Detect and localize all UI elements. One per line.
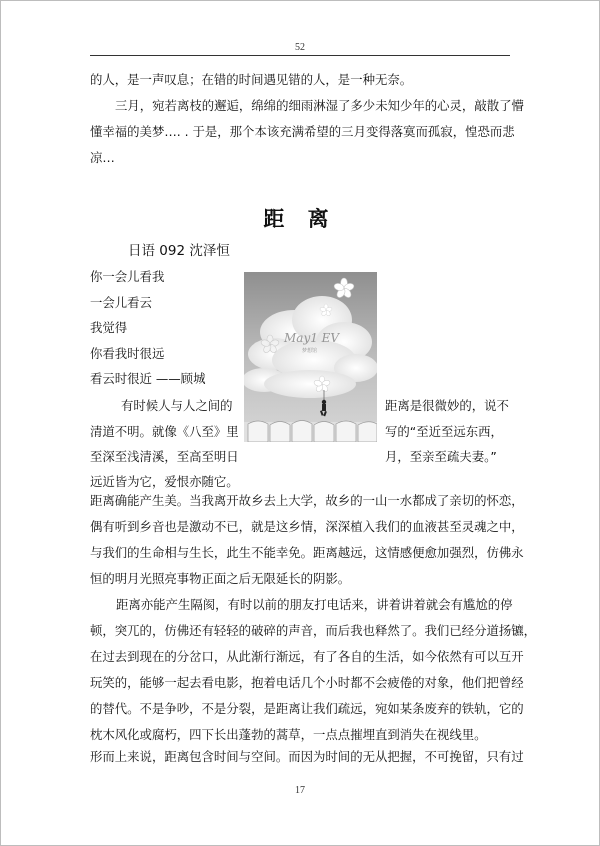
paragraph-barrier bbox=[90, 592, 536, 748]
paragraph-time bbox=[90, 744, 524, 770]
text-line: 玩笑的，能够一起去看电影，抱着电话几个小时都不会疲倦的对象，他们把曾经 bbox=[90, 675, 524, 690]
poem-line: 你看我时很远 bbox=[90, 345, 165, 361]
figure-watermark-small: 梦想馆 bbox=[302, 348, 318, 354]
intro-paragraph bbox=[90, 67, 524, 171]
wrap-left-line: 有时候人与人之间的 bbox=[121, 398, 233, 413]
wrap-right-line: 距离是很微妙的，说不 bbox=[385, 398, 509, 413]
text-line: 枕木风化或腐朽，四下长出蓬勃的蒿草，一点点摧埋直到消失在视线里。 bbox=[90, 727, 487, 742]
text-line: 顿，突兀的，仿佛还有轻轻的破碎的声音，而后我也释然了。我们已经分道扬镳， bbox=[90, 623, 537, 638]
intro-line: 三月，宛若离枝的邂逅，绵绵的细雨淋湿了多少未知少年的心灵，敲散了懵 bbox=[115, 98, 524, 113]
text-line: 距离亦能产生隔阂，有时以前的朋友打电话来，讲着讲着就会有尴尬的停 bbox=[116, 597, 513, 612]
text-line: 距离确能产生美。当我离开故乡去上大学，故乡的一山一水都成了亲切的怀恋， bbox=[90, 493, 524, 508]
poem-line: 我觉得 bbox=[90, 320, 128, 335]
wrap-left-line: 至深至浅清溪，至高至明日 bbox=[90, 449, 239, 464]
header-rule bbox=[90, 55, 510, 56]
text-line: 与我们的生命相与生长，此生不能幸免。距离越远，这情感便愈加强烈，仿佛永 bbox=[90, 545, 524, 560]
figure-watermark: May1 EV bbox=[284, 331, 340, 345]
wrap-left-line: 远近皆为它，爱恨亦随它。 bbox=[90, 474, 239, 489]
intro-line: 凉… bbox=[90, 150, 115, 165]
text-line: 在过去到现在的分岔口，从此渐行渐远，有了各自的生活，如今依然有可以互开 bbox=[90, 649, 524, 664]
footer-page-number: 17 bbox=[295, 785, 305, 796]
intro-line: 的人，是一声叹息；在错的时间遇见错的人，是一种无奈。 bbox=[90, 72, 413, 87]
wrap-left-line: 清道不明。就像《八至》里 bbox=[90, 424, 239, 439]
article-author: 日语 092 沈泽恒 bbox=[128, 243, 230, 259]
article-title: 距 离 bbox=[263, 207, 337, 231]
illustration-sky-clouds bbox=[244, 272, 377, 442]
intro-line: 懂幸福的美梦…. . 于是，那个本该充满希望的三月变得落寞而孤寂，惶恐而悲 bbox=[90, 124, 515, 139]
poem-line: 一会儿看云 bbox=[90, 294, 152, 310]
header-page-number: 52 bbox=[295, 42, 305, 53]
text-line: 恒的明月光照亮事物正面之后无限延长的阴影。 bbox=[90, 571, 351, 586]
poem-line: 看云时很近 ——顾城 bbox=[90, 371, 206, 386]
poem-line: 你一会儿看我 bbox=[90, 269, 165, 284]
text-line: 的替代。不是争吵，不是分裂，是距离让我们疏远，宛如某条废弃的铁轨，它的 bbox=[90, 701, 524, 716]
text-line: 形而上来说，距离包含时间与空间。而因为时间的无从把握，不可挽留，只有过 bbox=[90, 749, 524, 764]
text-line: 偶有听到乡音也是激动不已，就是这乡情，深深植入我们的血液甚至灵魂之中， bbox=[90, 519, 524, 534]
poem bbox=[90, 264, 205, 392]
wrap-right-line: 写的“至近至远东西， bbox=[385, 424, 503, 439]
paragraph-beauty bbox=[90, 488, 524, 592]
wrap-right-line: 月，至亲至疏夫妻。” bbox=[385, 449, 497, 464]
